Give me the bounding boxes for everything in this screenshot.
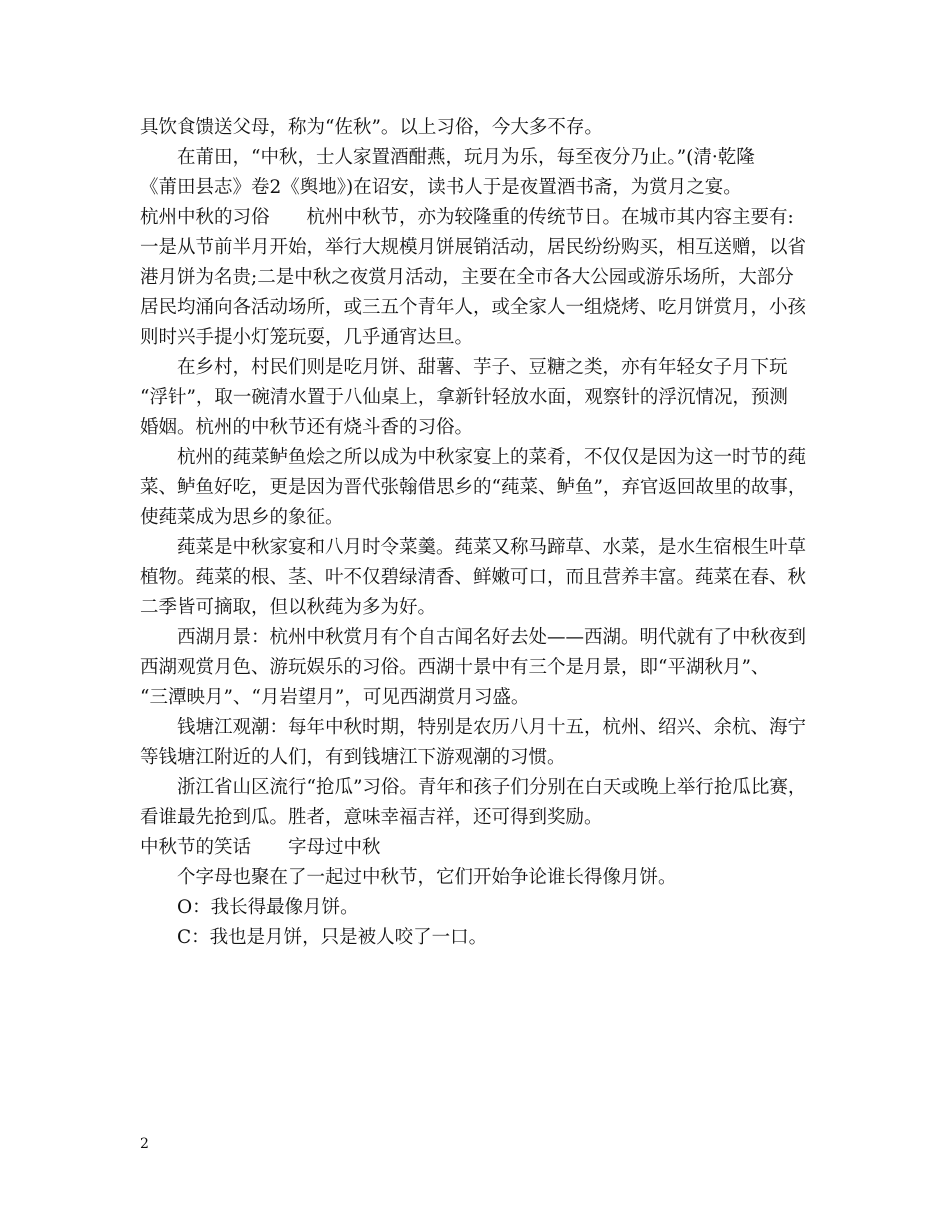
text-line: 则时兴手提小灯笼玩耍，几乎通宵达旦。 <box>140 327 474 348</box>
text-line: 钱塘江观潮：每年中秋时期，特别是农历八月十五，杭州、绍兴、余杭、海宁 <box>177 717 807 738</box>
page-number: 2 <box>140 1136 149 1152</box>
text-line: 个字母也聚在了一起过中秋节，它们开始争论谁长得像月饼。 <box>177 867 677 888</box>
text-line: 使莼菜成为思乡的象征。 <box>140 507 344 528</box>
text-line: 植物。莼菜的根、茎、叶不仅碧绿清香、鲜嫩可口，而且营养丰富。莼菜在春、秋 <box>140 567 807 588</box>
text-line: 婚姻。杭州的中秋节还有烧斗香的习俗。 <box>140 417 474 438</box>
text-line: 西湖观赏月色、游玩娱乐的习俗。西湖十景中有三个是月景，即“平湖秋月”、 <box>140 657 770 678</box>
document-body <box>140 113 816 953</box>
text-line: 杭州的莼菜鲈鱼烩之所以成为中秋家宴上的菜肴，不仅仅是因为这一时节的莼 <box>177 447 807 468</box>
text-line: 看谁最先抢到瓜。胜者，意味幸福吉祥，还可得到奖励。 <box>140 807 603 828</box>
text-line: 菜、鲈鱼好吃，更是因为晋代张翰借思乡的“莼菜、鲈鱼”，弃官返回故里的故事， <box>140 477 807 498</box>
text-line: 在乡村，村民们则是吃月饼、甜薯、芋子、豆糖之类，亦有年轻女子月下玩 <box>177 357 788 378</box>
text-line: 浙江省山区流行“抢瓜”习俗。青年和孩子们分别在白天或晚上举行抢瓜比赛， <box>177 777 807 798</box>
text-line: “浮针”，取一碗清水置于八仙桌上，拿新针轻放水面，观察针的浮沉情况，预测 <box>140 387 788 408</box>
text-line: 等钱塘江附近的人们，有到钱塘江下游观潮的习惯。 <box>140 747 566 768</box>
section-heading-line: 杭州中秋的习俗 杭州中秋节，亦为较隆重的传统节日。在城市其内容主要有: <box>140 207 794 228</box>
text-line: O：我长得最像月饼。 <box>177 897 359 918</box>
section-heading-line: 中秋节的笑话 字母过中秋 <box>140 837 381 858</box>
text-line: 港月饼为名贵;二是中秋之夜赏月活动，主要在全市各大公园或游乐场所，大部分 <box>140 267 794 288</box>
text-line: 在莆田，“中秋，士人家置酒酣燕，玩月为乐，每至夜分乃止。”(清·乾隆 <box>177 147 755 168</box>
text-line: “三潭映月”、“月岩望月”，可见西湖赏月习盛。 <box>140 687 530 708</box>
text-line: 《莆田县志》卷2《舆地》)在诏安，读书人于是夜置酒书斋，为赏月之宴。 <box>140 177 742 198</box>
text-line: 西湖月景：杭州中秋赏月有个自古闻名好去处——西湖。明代就有了中秋夜到 <box>177 627 807 648</box>
text-line: 一是从节前半月开始，举行大规模月饼展销活动，居民纷纷购买，相互送赠，以省 <box>140 237 807 258</box>
text-line: C：我也是月饼，只是被人咬了一口。 <box>177 927 488 948</box>
text-line: 具饮食馈送父母，称为“佐秋”。以上习俗，今大多不存。 <box>140 117 603 138</box>
text-line: 二季皆可摘取，但以秋莼为多为好。 <box>140 597 437 618</box>
text-line: 莼菜是中秋家宴和八月时令菜羹。莼菜又称马蹄草、水菜，是水生宿根生叶草 <box>177 537 807 558</box>
text-line: 居民均涌向各活动场所，或三五个青年人，或全家人一组烧烤、吃月饼赏月，小孩 <box>140 297 807 318</box>
